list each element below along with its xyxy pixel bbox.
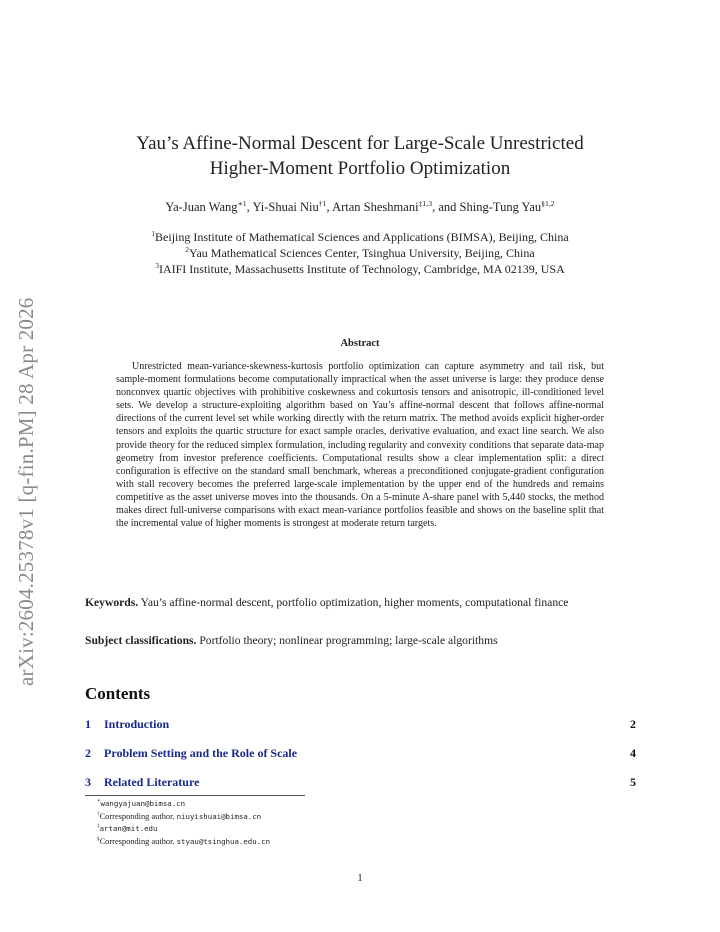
footnote [97,811,270,824]
affiliation-line [85,261,635,277]
subject-label: Subject classifications. [85,634,197,647]
author-name: Yi-Shuai Niu [252,200,319,214]
toc-section-title: Introduction [104,717,170,731]
footnote [97,823,270,836]
author-name: Ya-Juan Wang [165,200,238,214]
author-affiliation-mark: §1,2 [541,198,555,208]
toc-entry-link[interactable] [85,775,199,790]
toc-entry[interactable] [85,746,636,775]
footnote-email-link[interactable]: wangyajuan@bimsa.cn [100,799,186,808]
table-of-contents [85,717,636,804]
affiliation-mark: 1 [151,229,156,238]
author-name: Artan Sheshmani [332,200,419,214]
toc-section-number: 2 [85,746,91,760]
author-list [85,200,635,215]
affiliation-mark: 3 [155,261,159,270]
toc-section-title: Problem Setting and the Role of Scale [104,746,298,760]
author-separator: , [246,200,253,214]
abstract-heading: Abstract [340,338,380,349]
affiliation-text: Yau Mathematical Sciences Center, Tsinghua University, Beijing, China [188,246,535,260]
author-separator: , [326,200,333,214]
author-separator: , and [432,200,460,214]
subject-classifications [85,634,637,649]
footnote-prefix: Corresponding author. [99,811,177,821]
affiliation-line [85,229,635,245]
toc-section-number: 1 [85,717,91,731]
paper-title [110,131,610,181]
toc-entry-link[interactable] [85,717,169,732]
footnote-email-link[interactable]: styau@tsinghua.edu.cn [176,836,271,846]
affiliations [85,229,635,277]
footnote-divider [85,795,305,796]
footnote [97,798,270,811]
affiliation-text: IAIFI Institute, Massachusetts Institute of Technology, Cambridge, MA 02139, USA [158,262,565,276]
footnote [97,836,270,849]
author-affiliation-mark: †1 [318,198,327,208]
toc-section-number: 3 [85,775,91,789]
abstract-body: Unrestricted mean-variance-skewness-kurtosis portfolio optimization can capture asymmetry and tail risk, but sample-moment formulations become computationally impractical when the asset universe is large: they produce dense nonconvex quartic objectives with prohibitive coskewness and cokurtosis tensors and anisotropic, ill-conditioned level sets. We develop a structure-exploiting algorithm based on Yau’s affine-normal descent that follows affine-normal directions of the current level set while working directly with the return matrix. The method avoids explicit higher-order tensors and exploits the quartic structure for exact sample oracles, derivative evaluation, and exact line search. We also provide theory for the reduced simplex formulation, including regularity and convexity conditions that separate data-map geometry from investor preference coefficients. Computational results show a clear implementation split: a direct configuration is effective on the standard small benchmark, whereas a preconditioned conjugate-gradient configuration with stall recovery becomes the preferred large-scale implementation by the upper end of the hundreds and remains competitive as the asset universe moves into the thousands. On a 5-minute A-share panel with 5,440 stocks, the method makes direct full-universe comparisons with exact mean-variance portfolios feasible and shows on the baseline split that the incremental value of higher moments is strongest at moderate return targets. [116,361,604,530]
contents-heading: Contents [85,684,151,703]
arxiv-identifier-stamp: arXiv:2604.25378v1 [q-fin.PM] 28 Apr 2026 [14,297,38,686]
footnote-mark: § [97,835,100,842]
footnote-email-link[interactable]: artan@mit.edu [99,824,158,833]
footnote-mark: † [97,810,100,817]
footnote-mark: ‡ [97,823,100,830]
subject-text: Portfolio theory; nonlinear programming; large-scale algorithms [199,634,498,647]
author-name: Shing-Tung Yau [459,200,542,214]
affiliation-text: Beijing Institute of Mathematical Sciences and Applications (BIMSA), Beijing, China [155,230,569,244]
footnote-mark: ∗ [97,798,101,805]
toc-page-number[interactable]: 4 [630,746,636,760]
keywords-label: Keywords. [85,596,139,609]
toc-entry-link[interactable] [85,746,297,761]
title-line-1: Yau’s Affine-Normal Descent for Large-Scale Unrestricted [136,133,584,154]
toc-section-title: Related Literature [104,775,200,789]
author-affiliation-mark: ∗1 [237,198,247,208]
toc-page-number[interactable]: 5 [630,775,636,789]
author-affiliation-mark: ‡1,3 [418,198,433,208]
page-number: 1 [357,872,363,884]
keywords-text: Yau’s affine-normal descent, portfolio optimization, higher moments, computational finance [140,596,569,609]
footnote-email-link[interactable]: niuyishuai@bimsa.cn [176,811,262,821]
toc-entry[interactable] [85,717,636,746]
footnote-prefix: Corresponding author. [99,836,177,846]
toc-page-number[interactable]: 2 [630,717,636,731]
footnotes [97,798,270,848]
affiliation-mark: 2 [185,245,189,254]
affiliation-line [85,245,635,261]
title-line-2: Higher-Moment Portfolio Optimization [209,158,511,179]
keywords [85,596,637,611]
